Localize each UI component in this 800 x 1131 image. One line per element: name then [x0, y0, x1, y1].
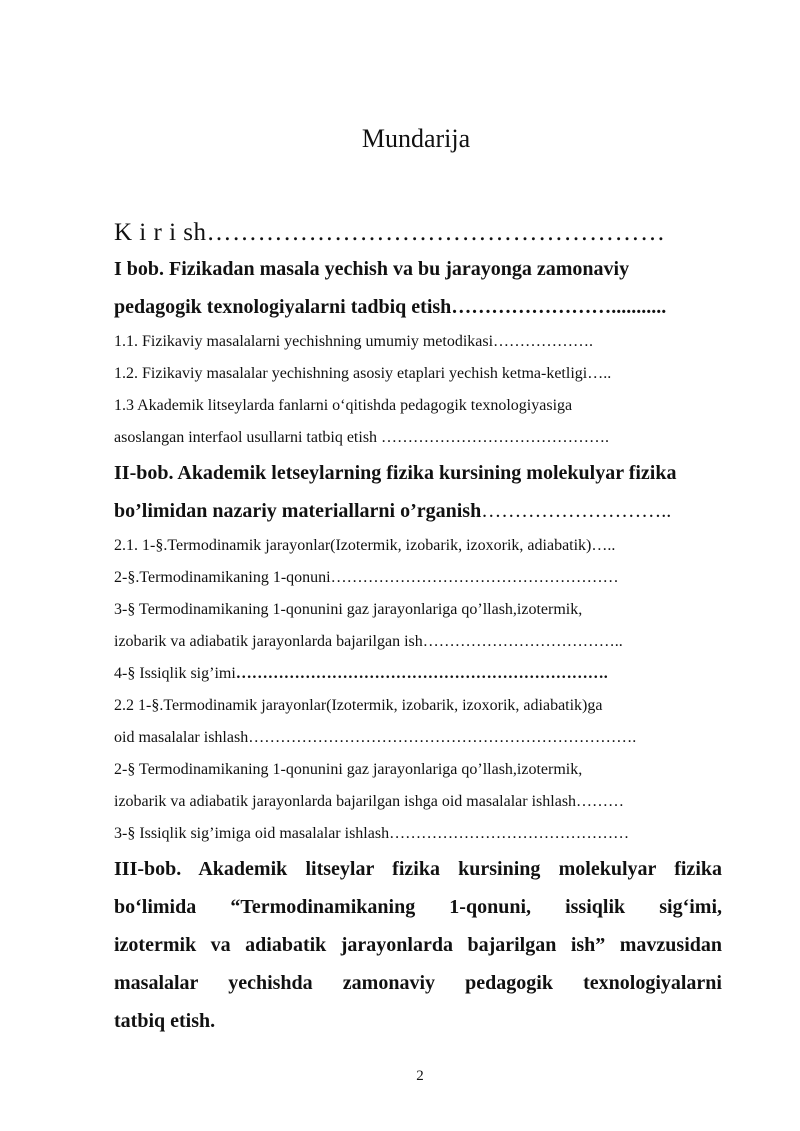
toc-subentry	[114, 754, 722, 786]
toc-heading	[114, 250, 722, 288]
toc-subentry	[114, 358, 722, 390]
toc-entry-text: 3-§ Issiqlik sig’imiga oid masalalar ishlash………………………………………	[114, 825, 630, 842]
toc-entry-text: II-bob. Akademik letseylarning fizika kursining molekulyar fizika	[114, 462, 677, 484]
toc-subentry	[114, 530, 722, 562]
toc-subentry	[114, 594, 722, 626]
toc-entry-text: izotermik va adiabatik jarayonlarda bajarilgan ish” mavzusidan	[114, 934, 722, 956]
toc-entry-text: izobarik va adiabatik jarayonlarda bajarilgan ishga oid masalalar ishlash………	[114, 793, 625, 810]
toc-leader-dots: ………………………..	[481, 500, 672, 522]
toc-entry-text: 4-§ Issiqlik sig’imi	[114, 665, 236, 682]
toc-entry-text: III-bob. Akademik litseylar fizika kursining molekulyar fizika	[114, 858, 722, 880]
toc-entry-text: 1.2. Fizikaviy masalalar yechishning asosiy etaplari yechish ketma-ketligi…..	[114, 365, 612, 382]
page-number: 2	[416, 1068, 424, 1084]
toc-entry-text: 2-§ Termodinamikaning 1-qonunini gaz jarayonlariga qo’llash,izotermik,	[114, 761, 583, 778]
toc-entry-text: 1.3 Akademik litseylarda fanlarni o‘qitishda pedagogik texnologiyasiga	[114, 397, 573, 414]
toc-entry-text: izobarik va adiabatik jarayonlarda bajarilgan ish………………………………..	[114, 633, 623, 650]
toc-leader-dots: …………………………………………………………….	[235, 665, 608, 682]
toc-entry-text: tatbiq etish.	[114, 1010, 216, 1032]
toc-subentry	[114, 326, 722, 358]
page-title: Mundarija	[361, 124, 471, 153]
toc-heading	[114, 288, 722, 326]
toc-subentry	[114, 658, 722, 690]
toc-subentry	[114, 390, 722, 422]
toc-entry-text: 2-§.Termodinamikaning 1-qonuni………………………………………………	[114, 569, 619, 586]
toc-subentry	[114, 818, 722, 850]
toc-heading	[114, 964, 722, 1002]
toc-heading	[114, 888, 722, 926]
toc-entry-text: asoslangan interfaol usullarni tatbiq etish …………………………………….	[114, 429, 610, 446]
toc-entry-text: masalalar yechishda zamonaviy pedagogik texnologiyalarni	[114, 972, 722, 994]
toc-entry-text: oid masalalar ishlash……………………………………………………………….	[114, 729, 637, 746]
table-of-contents	[114, 216, 722, 1040]
toc-entry-text: bo‘limida “Termodinamikaning 1-qonuni, issiqlik sig‘imi,	[114, 896, 722, 918]
toc-heading	[114, 926, 722, 964]
toc-subentry	[114, 626, 722, 658]
toc-subentry	[114, 722, 722, 754]
toc-entry-text: I bob. Fizikadan masala yechish va bu jarayonga zamonaviy	[114, 258, 630, 280]
toc-heading	[114, 1002, 722, 1040]
toc-subentry	[114, 422, 722, 454]
toc-subentry	[114, 786, 722, 818]
toc-entry-text: 3-§ Termodinamikaning 1-qonunini gaz jarayonlariga qo’llash,izotermik,	[114, 601, 583, 618]
toc-subentry	[114, 690, 722, 722]
toc-heading	[114, 454, 722, 492]
toc-entry-kirish: K i r i sh………………………………………………	[114, 219, 666, 246]
toc-lines	[114, 250, 722, 1040]
toc-entry-text: 1.1. Fizikaviy masalalarni yechishning umumiy metodikasi……………….	[114, 333, 594, 350]
toc-subentry	[114, 562, 722, 594]
toc-entry-text: 2.2 1-§.Termodinamik jarayonlar(Izotermik, izobarik, izoxorik, adiabatik)ga	[114, 697, 603, 714]
toc-entry-text: pedagogik texnologiyalarni tadbiq etish……………………...........	[114, 296, 667, 318]
toc-entry-text: 2.1. 1-§.Termodinamik jarayonlar(Izotermik, izobarik, izoxorik, adiabatik)…..	[114, 537, 616, 554]
toc-heading	[114, 492, 722, 530]
toc-heading	[114, 850, 722, 888]
toc-entry-text: bo’limidan nazariy materiallarni o’rganish	[114, 500, 482, 522]
